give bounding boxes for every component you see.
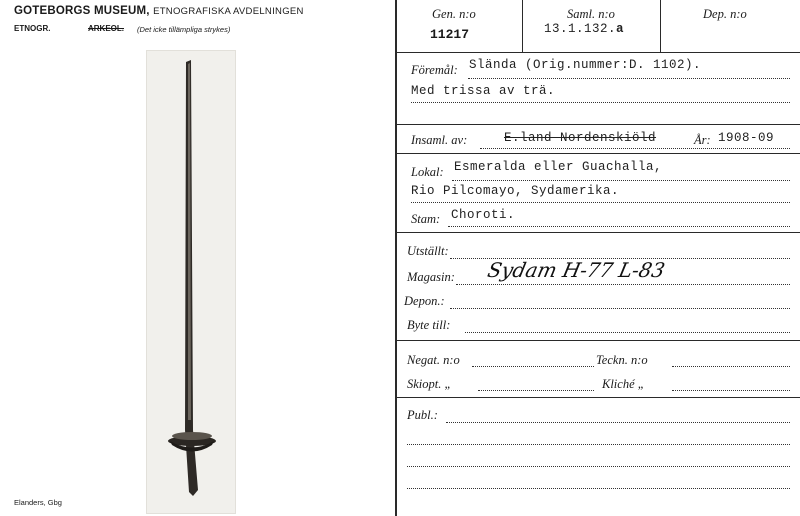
depon-label: Depon.: bbox=[404, 294, 445, 308]
foremal-dotline-1 bbox=[468, 78, 790, 79]
card-divider bbox=[395, 0, 397, 516]
negat-label: Negat. n:o bbox=[407, 353, 460, 367]
printer-credit: Elanders, Gbg bbox=[14, 498, 62, 507]
ar-label: År: bbox=[694, 133, 711, 147]
insaml-dotline bbox=[480, 148, 790, 149]
department-name: ETNOGRAFISKA AVDELNINGEN bbox=[153, 6, 304, 17]
foremal-dotline-2 bbox=[411, 102, 790, 103]
magasin-value: Sydam H-77 L-83 bbox=[485, 258, 668, 282]
teckn-dotline bbox=[672, 366, 790, 367]
skiopt-label: Skiopt. „ bbox=[407, 377, 452, 391]
rule-3 bbox=[396, 232, 800, 233]
publ-dotline-2 bbox=[407, 444, 790, 445]
rule-5 bbox=[396, 397, 800, 398]
header-rule bbox=[396, 52, 800, 53]
strike-note: (Det icke tillämpliga strykes) bbox=[137, 25, 231, 34]
rule-4 bbox=[396, 340, 800, 341]
publ-dotline-4 bbox=[407, 488, 790, 489]
rule-2 bbox=[396, 153, 800, 154]
lokal-label: Lokal: bbox=[411, 165, 444, 179]
publ-dotline-3 bbox=[407, 466, 790, 467]
stam-label: Stam: bbox=[411, 212, 441, 226]
insaml-label: Insaml. av: bbox=[411, 133, 468, 147]
lokal-dotline-2 bbox=[411, 202, 790, 203]
museum-name: GOTEBORGS MUSEUM, bbox=[14, 5, 150, 17]
insaml-value: E.land Nordenskiöld bbox=[504, 131, 657, 145]
magasin-dotline bbox=[456, 284, 790, 285]
box-separator-1 bbox=[522, 0, 523, 52]
gen-value: 11217 bbox=[430, 27, 470, 42]
gen-label: Gen. n:o bbox=[432, 7, 476, 21]
stam-dotline bbox=[448, 226, 790, 227]
foremal-label: Föremål: bbox=[411, 63, 458, 77]
museum-header bbox=[14, 5, 304, 17]
rule-1 bbox=[396, 124, 800, 125]
saml-value: 13.1.132.a bbox=[544, 22, 625, 36]
arkeol-label: ARKEOL. bbox=[88, 24, 124, 33]
spindle-drawing bbox=[146, 50, 236, 514]
teckn-label: Teckn. n:o bbox=[596, 353, 648, 367]
saml-label: Saml. n:o bbox=[567, 7, 615, 21]
foremal-line1: Slända (Orig.nummer:D. 1102). bbox=[469, 58, 702, 72]
ar-value: 1908-09 bbox=[718, 131, 775, 145]
kliche-dotline bbox=[672, 390, 790, 391]
byte-dotline bbox=[465, 332, 790, 333]
object-photo bbox=[146, 50, 236, 514]
magasin-label: Magasin: bbox=[407, 270, 455, 284]
lokal-line1: Esmeralda eller Guachalla, bbox=[454, 160, 663, 174]
publ-label: Publ.: bbox=[407, 408, 438, 422]
dep-label: Dep. n:o bbox=[703, 7, 747, 21]
lokal-dotline-1 bbox=[452, 180, 790, 181]
foremal-line2: Med trissa av trä. bbox=[411, 84, 556, 98]
byte-label: Byte till: bbox=[407, 318, 451, 332]
lokal-line2: Rio Pilcomayo, Sydamerika. bbox=[411, 184, 620, 198]
kliche-label: Kliché „ bbox=[602, 377, 645, 391]
publ-dotline-1 bbox=[446, 422, 790, 423]
utstallt-label: Utställt: bbox=[407, 244, 449, 258]
negat-dotline bbox=[472, 366, 594, 367]
depon-dotline bbox=[450, 308, 790, 309]
stam-value: Choroti. bbox=[451, 208, 516, 222]
etnogr-label: ETNOGR. bbox=[14, 24, 51, 33]
box-separator-2 bbox=[660, 0, 661, 52]
skiopt-dotline bbox=[478, 390, 594, 391]
